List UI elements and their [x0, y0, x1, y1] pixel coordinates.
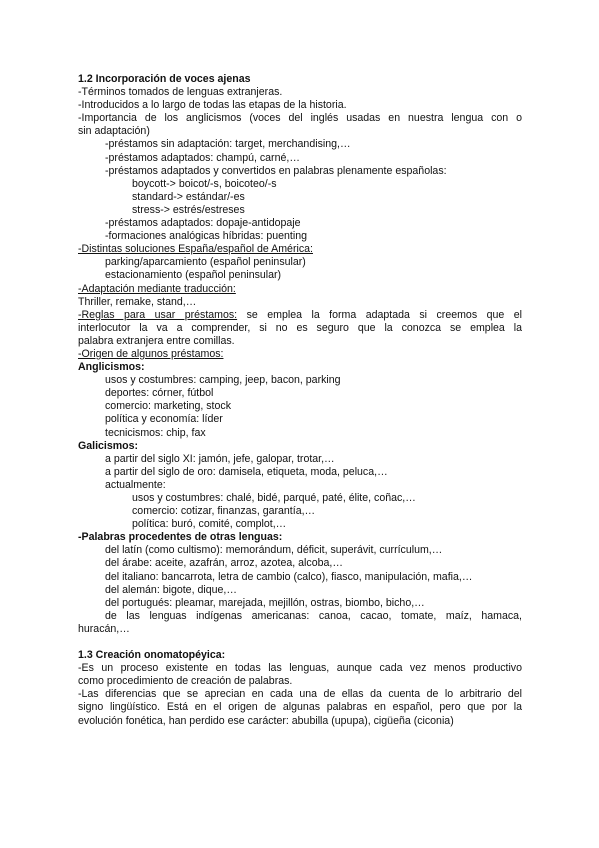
list-item: de las lenguas indígenas americanas: canoa, cacao, tomate, maíz, hamaca,	[105, 609, 522, 622]
list-item: -préstamos adaptados: champú, carné,…	[105, 151, 300, 164]
list-item: comercio: marketing, stock	[105, 400, 231, 413]
document-body	[78, 73, 522, 728]
text-line: -Es un proceso existente en todas las lenguas, aunque cada vez menos productivo	[78, 662, 522, 675]
list-item: a partir del siglo XI: jamón, jefe, galopar, trotar,…	[105, 452, 335, 465]
text-line: signo lingüístico. Está en el origen de algunas palabras en español, pero que por la	[78, 701, 522, 714]
text-line: -Introducidos a lo largo de todas las etapas de la historia.	[78, 99, 347, 112]
text-line: -Importancia de los anglicismos (voces del inglés usadas en nuestra lengua con o	[78, 112, 522, 125]
list-item: tecnicismos: chip, fax	[105, 426, 206, 439]
subheading-line	[78, 348, 522, 361]
list-item: -préstamos adaptados: dopaje-antidopaje	[105, 217, 301, 230]
list-item: del alemán: bigote, dique,…	[105, 583, 237, 596]
text-line	[78, 309, 522, 322]
list-subitem: boycott-> boicot/-s, boicoteo/-s	[132, 177, 277, 190]
subheading-line	[78, 243, 522, 256]
text-line: huracán,…	[78, 622, 130, 635]
list-item: -formaciones analógicas híbridas: puenting	[105, 230, 307, 243]
list-subitem: comercio: cotizar, finanzas, garantía,…	[132, 505, 316, 518]
text-line: como procedimiento de creación de palabras.	[78, 675, 293, 688]
paragraph-gap	[78, 636, 522, 649]
text-line: evolución fonética, han perdido ese carácter: abubilla (upupa), cigüeña (ciconia)	[78, 714, 454, 727]
text-line: sin adaptación)	[78, 125, 150, 138]
text-line: -Las diferencias que se aprecian en cada una de ellas da cuenta de lo arbitrario del	[78, 688, 522, 701]
list-item: a partir del siglo de oro: damisela, etiqueta, moda, peluca,…	[105, 465, 388, 478]
heading-otras-lenguas: -Palabras procedentes de otras lenguas:	[78, 531, 283, 544]
subheading-distintas-soluciones: -Distintas soluciones España/español de América:	[78, 243, 313, 256]
list-item: del latín (como cultismo): memorándum, déficit, superávit, currículum,…	[105, 544, 443, 557]
list-item: estacionamiento (español peninsular)	[105, 269, 282, 282]
list-subitem: standard-> estándar/-es	[132, 190, 245, 203]
list-item: deportes: córner, fútbol	[105, 387, 214, 400]
list-item: -préstamos sin adaptación: target, merchandising,…	[105, 138, 351, 151]
subheading-line	[78, 283, 522, 296]
list-subitem: usos y costumbres: chalé, bidé, parqué, paté, élite, coñac,…	[132, 492, 416, 504]
list-item: del italiano: bancarrota, letra de cambio (calco), fiasco, manipulación, mafia,…	[105, 570, 473, 583]
text-line: Thriller, remake, stand,…	[78, 295, 197, 308]
list-item: del árabe: aceite, azafrán, arroz, azotea, alcoba,…	[105, 557, 343, 570]
list-item: actualmente:	[105, 478, 166, 491]
subheading-adaptacion: -Adaptación mediante traducción:	[78, 282, 236, 295]
heading-galicismos: Galicismos:	[78, 439, 139, 452]
list-item: política y economía: líder	[105, 413, 223, 426]
list-item: usos y costumbres: camping, jeep, bacon, parking	[105, 374, 341, 387]
section-title-1-2: 1.2 Incorporación de voces ajenas	[78, 73, 251, 85]
reglas-text: se emplea la forma adaptada si creemos que el	[237, 308, 522, 321]
list-item: -préstamos adaptados y convertidos en palabras plenamente españolas:	[105, 164, 447, 177]
heading-anglicismos: Anglicismos:	[78, 361, 145, 374]
text-line: interlocutor la va a comprender, si no es seguro que la conozca se emplea la	[78, 321, 522, 334]
subheading-origen: -Origen de algunos préstamos:	[78, 347, 224, 360]
list-subitem: stress-> estrés/estreses	[132, 203, 245, 216]
list-item: del portugués: pleamar, marejada, mejillón, ostras, biombo, bicho,…	[105, 596, 425, 609]
list-item: parking/aparcamiento (español peninsular)	[105, 256, 306, 269]
section-title-1-3: 1.3 Creación onomatopéyica:	[78, 649, 226, 662]
text-line: -Términos tomados de lenguas extranjeras.	[78, 86, 283, 99]
text-line: palabra extranjera entre comillas.	[78, 334, 235, 347]
subheading-reglas: -Reglas para usar préstamos:	[78, 308, 238, 321]
list-subitem: política: buró, comité, complot,…	[132, 518, 287, 531]
